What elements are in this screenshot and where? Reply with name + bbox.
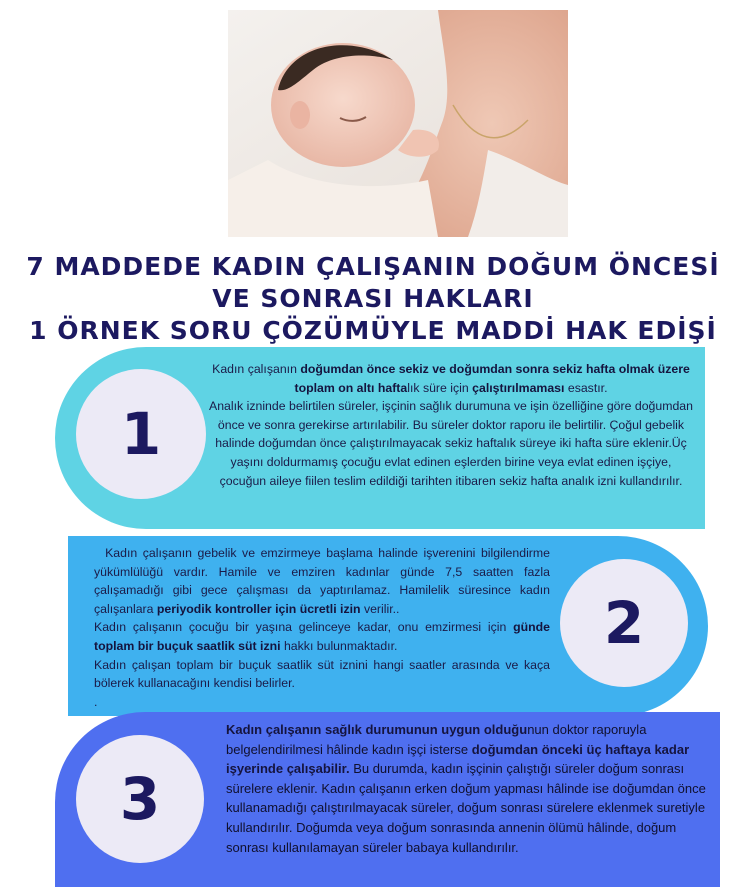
section-1-number: 1 xyxy=(76,369,206,499)
section-3-number: 3 xyxy=(76,735,204,863)
section-1-text: Kadın çalışanın doğumdan önce sekiz ve doğumdan sonra sekiz hafta olmak üzere toplam on altı haftalık süre için çalıştırılmaması esastır. Analık izninde belirtilen süreler, işçinin sağlık durumuna ve işin özelliğine göre doğumdan önce ve sonra gerekirse artırılabilir. Bu süreler doktor raporu ile belirtilir. Çoğul gebelik halinde doğumdan önce çalıştırılmayacak sekiz haftalık süreye iki hafta süre eklenir.Üç yaşını doldurmamış çocuğu evlat edinen eşlerden birine veya evlat edinen işçiye, çocuğun aileye fiilen teslim edildiği tarihten itibaren sekiz hafta analık izni kullandırılır. xyxy=(209,362,693,488)
page-title-line-3: 1 ÖRNEK SORU ÇÖZÜMÜYLE MADDİ HAK EDİŞİ xyxy=(29,316,717,345)
section-3-text: Kadın çalışanın sağlık durumunun uygun olduğunun doktor raporuyla belgelendirilmesi hâlinde kadın işçi isterse doğumdan önceki üç haftaya kadar işyerinde çalışabilir. Bu durumda, kadın işçinin çalıştığı süreler doğum sonrası sürelere eklenir. Kadın çalışanın erken doğum yapması hâlinde ise doğumdan önce kullanamadığı çalıştırılmayacak süreler, doğum sonrası sürelere eklenmek suretiyle kullandırılır. Doğumda veya doğum sonrasında annenin ölümü hâlinde, doğum sonrası kullanılamayan süreler babaya kullandırılır. xyxy=(226,722,706,855)
page-title-line-1: 7 MADDEDE KADIN ÇALIŞANIN DOĞUM ÖNCESİ xyxy=(26,252,720,281)
section-2-text: Kadın çalışanın gebelik ve emzirmeye başlama halinde işverenini bilgilendirme yükümlülüğü vardır. Hamile ve emziren kadınlar günde 7,5 saatten fazla çalışamadığı gibi gece çalışması da yaptırılamaz. Hamilelik süresince kadın çalışanlara periyodik kontroller için ücretli izin verilir.. Kadın çalışanın çocuğu bir yaşına gelinceye kadar, onu emzirmesi için günde toplam bir buçuk saatlik süt izni hakkı bulunmaktadır. Kadın çalışan toplam bir buçuk saatlik süt iznini hangi saatler arasında ve kaça bölerek kullanacağını kendisi belirler. . xyxy=(94,546,550,709)
mother-baby-photo xyxy=(228,10,568,237)
page-title-line-2: VE SONRASI HAKLARI xyxy=(212,284,534,313)
section-2-number: 2 xyxy=(560,559,688,687)
